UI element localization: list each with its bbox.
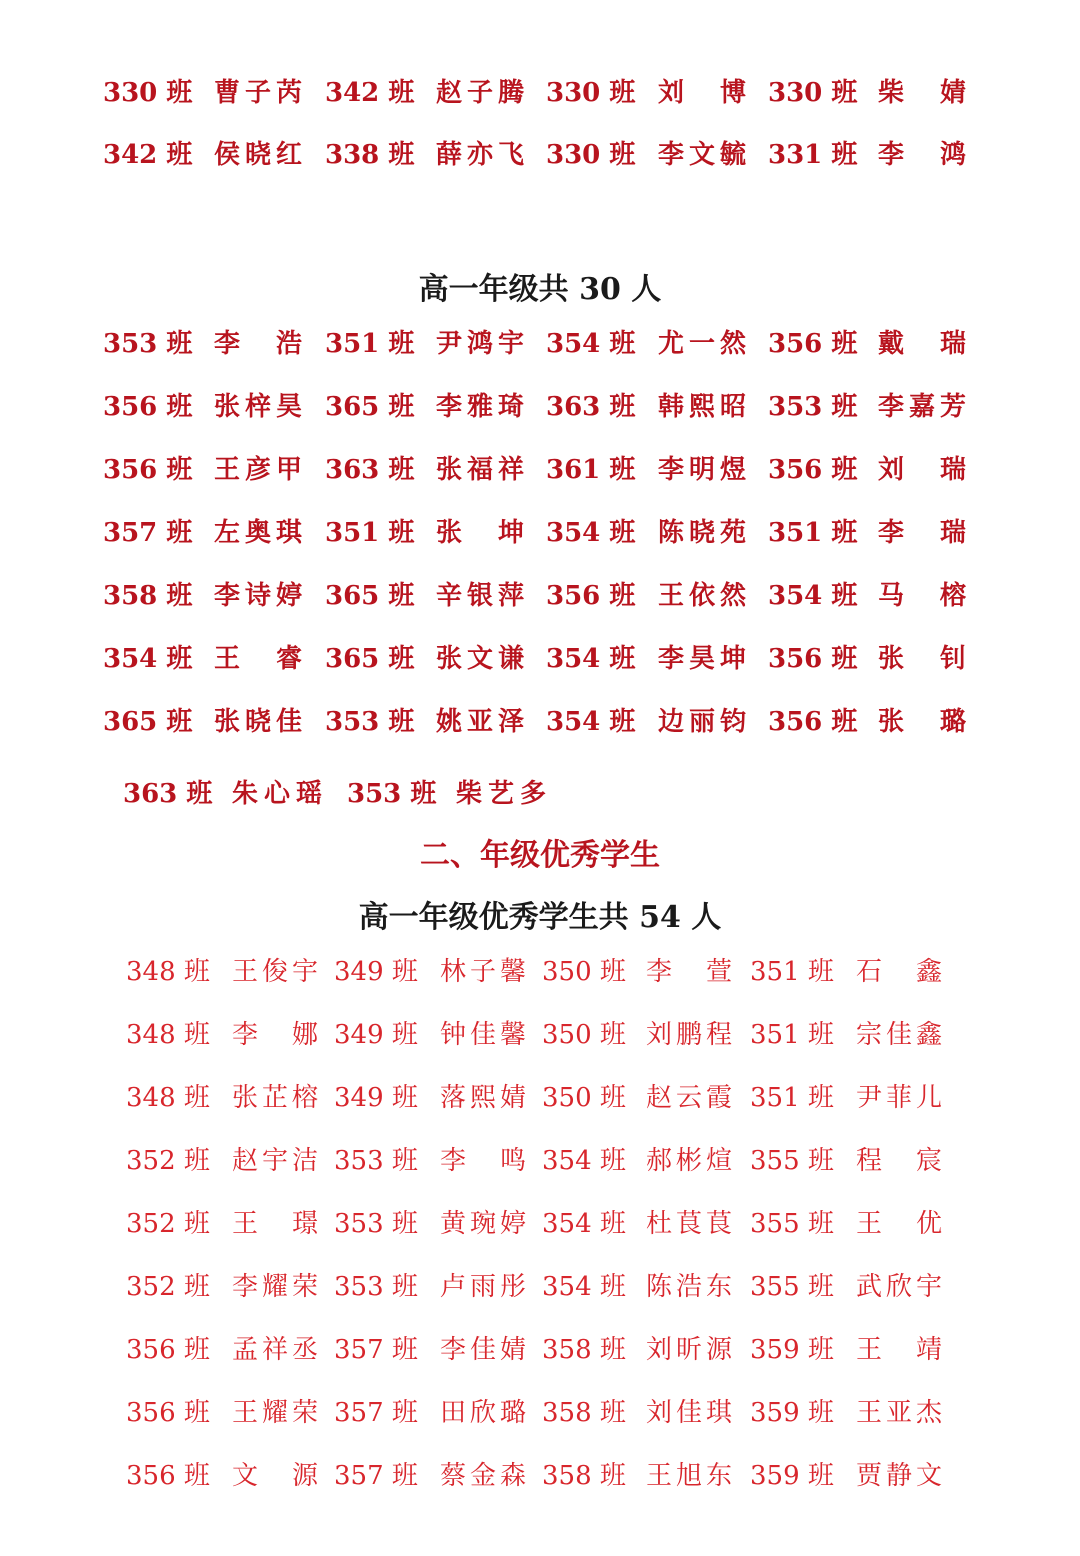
class-label: 356 班 (126, 1335, 210, 1365)
class-label: 356 班 (768, 644, 858, 674)
student-name: 郝 彬 煊 (646, 1146, 732, 1176)
class-label: 363 班 (123, 779, 213, 809)
student-name: 尤 一 然 (658, 329, 746, 359)
student-name: 张 芷 榕 (232, 1083, 318, 1113)
student-name: 薛 亦 飞 (436, 140, 524, 170)
section-heading: 高一年级优秀学生共 54 人 (358, 900, 722, 935)
student-name: 田 欣 璐 (440, 1398, 526, 1428)
class-label: 365 班 (325, 392, 415, 422)
class-label: 357 班 (334, 1461, 418, 1491)
class-label: 356 班 (126, 1461, 210, 1491)
class-label: 356 班 (103, 392, 193, 422)
student-name: 李 瑞 (878, 518, 966, 548)
class-label: 351 班 (750, 1020, 834, 1050)
class-label: 330 班 (546, 140, 636, 170)
class-label: 356 班 (126, 1398, 210, 1428)
student-name: 柴 婧 (878, 78, 966, 108)
student-name: 朱 心 瑶 (232, 779, 322, 809)
student-name: 姚 亚 泽 (436, 707, 524, 737)
student-name: 柴 艺 多 (456, 779, 546, 809)
student-name: 王 亚 杰 (856, 1398, 942, 1428)
student-name: 尹 菲 儿 (856, 1083, 942, 1113)
class-label: 353 班 (334, 1272, 418, 1302)
section-title: 二、年级优秀学生 (420, 838, 660, 873)
student-name: 王 俊 宇 (232, 957, 318, 987)
class-label: 353 班 (325, 707, 415, 737)
class-label: 355 班 (750, 1146, 834, 1176)
class-label: 353 班 (103, 329, 193, 359)
student-name: 李 耀 荣 (232, 1272, 318, 1302)
student-name: 王 耀 荣 (232, 1398, 318, 1428)
student-row (0, 576, 1080, 616)
class-label: 351 班 (750, 1083, 834, 1113)
student-name: 李 鸿 (878, 140, 966, 170)
student-name: 陈 浩 东 (646, 1272, 732, 1302)
student-name: 程 宸 (856, 1146, 942, 1176)
student-name: 曹 子 芮 (214, 78, 302, 108)
student-name: 韩 熙 昭 (658, 392, 746, 422)
class-label: 353 班 (347, 779, 437, 809)
student-name: 张 晓 佳 (214, 707, 302, 737)
class-label: 354 班 (546, 644, 636, 674)
class-label: 348 班 (126, 1083, 210, 1113)
student-name: 宗 佳 鑫 (856, 1020, 942, 1050)
student-name: 李 文 毓 (658, 140, 746, 170)
student-row (0, 1015, 1080, 1055)
class-label: 358 班 (103, 581, 193, 611)
student-name: 赵 子 腾 (436, 78, 524, 108)
class-label: 354 班 (103, 644, 193, 674)
class-label: 365 班 (103, 707, 193, 737)
student-name: 刘 佳 琪 (646, 1398, 732, 1428)
class-label: 357 班 (103, 518, 193, 548)
student-row (0, 1393, 1080, 1433)
class-label: 354 班 (542, 1272, 626, 1302)
student-row (0, 1330, 1080, 1370)
class-label: 354 班 (768, 581, 858, 611)
student-name: 左 奥 琪 (214, 518, 302, 548)
student-name: 李 娜 (232, 1020, 318, 1050)
student-name: 刘 昕 源 (646, 1335, 732, 1365)
class-label: 330 班 (546, 78, 636, 108)
student-name: 王 优 (856, 1209, 942, 1239)
class-label: 352 班 (126, 1209, 210, 1239)
section-heading: 高一年级共 30 人 (418, 272, 662, 307)
student-name: 张 福 祥 (436, 455, 524, 485)
class-label: 342 班 (103, 140, 193, 170)
student-name: 石 鑫 (856, 957, 942, 987)
student-name: 王 璟 (232, 1209, 318, 1239)
student-row (0, 1456, 1080, 1496)
student-name: 孟 祥 丞 (232, 1335, 318, 1365)
class-label: 357 班 (334, 1335, 418, 1365)
class-label: 354 班 (542, 1209, 626, 1239)
class-label: 363 班 (325, 455, 415, 485)
student-row (0, 1204, 1080, 1244)
class-label: 353 班 (334, 1146, 418, 1176)
class-label: 338 班 (325, 140, 415, 170)
student-name: 李 嘉 芳 (878, 392, 966, 422)
student-name: 杜 茛 茛 (646, 1209, 732, 1239)
class-label: 356 班 (768, 707, 858, 737)
class-label: 351 班 (325, 329, 415, 359)
student-name: 李 明 煜 (658, 455, 746, 485)
student-name: 赵 宇 洁 (232, 1146, 318, 1176)
student-row (0, 324, 1080, 364)
class-label: 331 班 (768, 140, 858, 170)
class-label: 353 班 (768, 392, 858, 422)
student-row (0, 73, 1080, 113)
student-row (0, 135, 1080, 175)
student-name: 王 旭 东 (646, 1461, 732, 1491)
class-label: 357 班 (334, 1398, 418, 1428)
student-name: 张 坤 (436, 518, 524, 548)
student-name: 王 依 然 (658, 581, 746, 611)
class-label: 365 班 (325, 644, 415, 674)
class-label: 358 班 (542, 1335, 626, 1365)
class-label: 354 班 (546, 518, 636, 548)
student-row (0, 639, 1080, 679)
class-label: 330 班 (103, 78, 193, 108)
student-name: 李 诗 婷 (214, 581, 302, 611)
student-name: 武 欣 宇 (856, 1272, 942, 1302)
class-label: 350 班 (542, 1020, 626, 1050)
student-name: 贾 静 文 (856, 1461, 942, 1491)
class-label: 356 班 (546, 581, 636, 611)
class-label: 359 班 (750, 1335, 834, 1365)
class-label: 365 班 (325, 581, 415, 611)
student-row (0, 1078, 1080, 1118)
student-name: 王 靖 (856, 1335, 942, 1365)
student-name: 刘 鹏 程 (646, 1020, 732, 1050)
student-row (0, 1141, 1080, 1181)
class-label: 350 班 (542, 957, 626, 987)
class-label: 358 班 (542, 1461, 626, 1491)
class-label: 356 班 (768, 455, 858, 485)
class-label: 348 班 (126, 957, 210, 987)
class-label: 349 班 (334, 1083, 418, 1113)
student-name: 卢 雨 彤 (440, 1272, 526, 1302)
student-row (0, 450, 1080, 490)
student-name: 尹 鸿 宇 (436, 329, 524, 359)
class-label: 355 班 (750, 1272, 834, 1302)
student-name: 林 子 馨 (440, 957, 526, 987)
student-name: 赵 云 霞 (646, 1083, 732, 1113)
student-name: 李 浩 (214, 329, 302, 359)
student-name: 陈 晓 苑 (658, 518, 746, 548)
class-label: 351 班 (768, 518, 858, 548)
class-label: 354 班 (546, 707, 636, 737)
student-name: 文 源 (232, 1461, 318, 1491)
class-label: 355 班 (750, 1209, 834, 1239)
student-name: 张 钊 (878, 644, 966, 674)
student-name: 马 榕 (878, 581, 966, 611)
class-label: 356 班 (103, 455, 193, 485)
student-name: 戴 瑞 (878, 329, 966, 359)
class-label: 358 班 (542, 1398, 626, 1428)
student-name: 李 佳 婧 (440, 1335, 526, 1365)
student-name: 李 雅 琦 (436, 392, 524, 422)
class-label: 359 班 (750, 1461, 834, 1491)
student-row (0, 1267, 1080, 1307)
student-row (0, 513, 1080, 553)
student-name: 落 熙 婧 (440, 1083, 526, 1113)
student-row (0, 952, 1080, 992)
student-name: 张 梓 昊 (214, 392, 302, 422)
student-name: 蔡 金 森 (440, 1461, 526, 1491)
class-label: 356 班 (768, 329, 858, 359)
student-name: 黄 琬 婷 (440, 1209, 526, 1239)
student-name: 边 丽 钧 (658, 707, 746, 737)
student-name: 辛 银 萍 (436, 581, 524, 611)
student-name: 钟 佳 馨 (440, 1020, 526, 1050)
class-label: 351 班 (750, 957, 834, 987)
student-name: 李 萱 (646, 957, 732, 987)
class-label: 352 班 (126, 1272, 210, 1302)
student-name: 李 昊 坤 (658, 644, 746, 674)
student-name: 侯 晓 红 (214, 140, 302, 170)
student-name: 李 鸣 (440, 1146, 526, 1176)
student-row (0, 702, 1080, 742)
student-name: 张 璐 (878, 707, 966, 737)
student-name: 刘 瑞 (878, 455, 966, 485)
class-label: 350 班 (542, 1083, 626, 1113)
student-row (0, 387, 1080, 427)
class-label: 349 班 (334, 957, 418, 987)
student-name: 刘 博 (658, 78, 746, 108)
class-label: 361 班 (546, 455, 636, 485)
class-label: 348 班 (126, 1020, 210, 1050)
class-label: 330 班 (768, 78, 858, 108)
student-name: 王 彦 甲 (214, 455, 302, 485)
student-name: 张 文 谦 (436, 644, 524, 674)
class-label: 351 班 (325, 518, 415, 548)
class-label: 359 班 (750, 1398, 834, 1428)
class-label: 354 班 (542, 1146, 626, 1176)
student-row (0, 774, 1080, 814)
class-label: 342 班 (325, 78, 415, 108)
student-name: 王 睿 (214, 644, 302, 674)
class-label: 352 班 (126, 1146, 210, 1176)
class-label: 349 班 (334, 1020, 418, 1050)
class-label: 353 班 (334, 1209, 418, 1239)
class-label: 363 班 (546, 392, 636, 422)
class-label: 354 班 (546, 329, 636, 359)
